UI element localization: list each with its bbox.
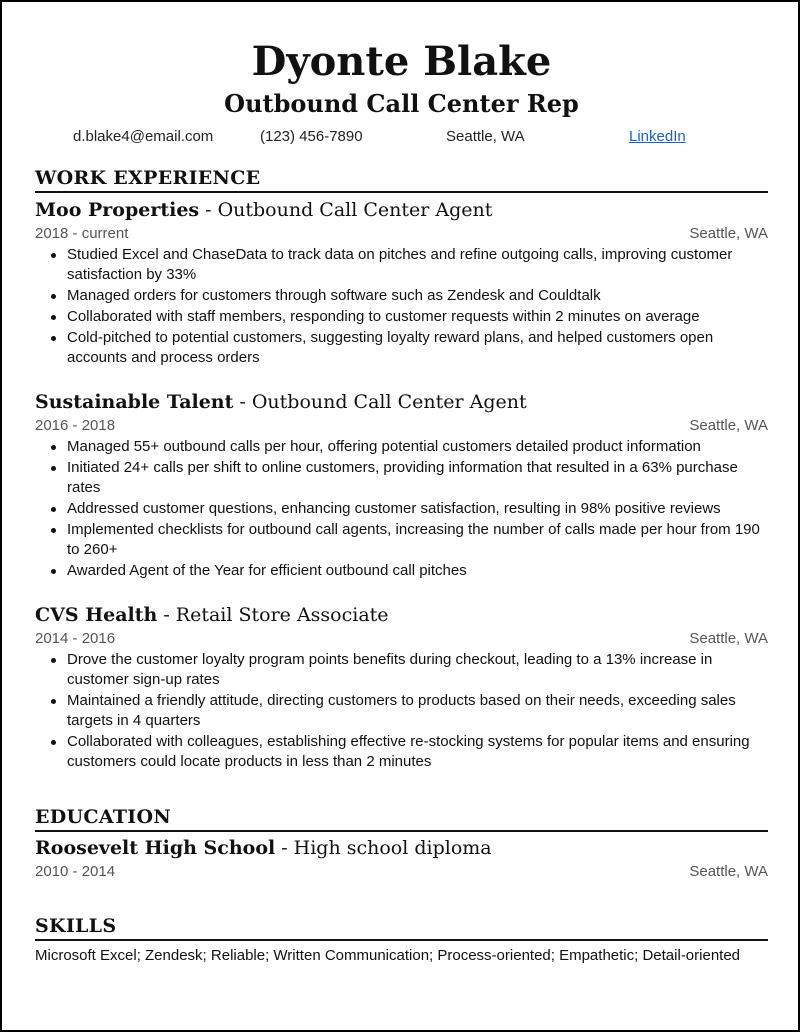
job-bullet: Implemented checklists for outbound call agents, increasing the number of calls made per hour from 190 to 260+	[35, 520, 768, 560]
job-location: Seattle, WA	[689, 630, 768, 647]
education-entry	[35, 835, 768, 883]
job-company: CVS Health	[35, 604, 158, 626]
job-separator: -	[239, 391, 246, 413]
education-degree: High school diploma	[293, 837, 492, 859]
job-bullet: Collaborated with staff members, responding to customer requests within 2 minutes on average	[35, 307, 768, 327]
education-heading: EDUCATION	[35, 805, 768, 832]
job-role: Retail Store Associate	[175, 604, 389, 626]
job-bullet: Collaborated with colleagues, establishing effective re-stocking systems for popular items and ensuring customers could locate products in less than 2 minutes	[35, 732, 768, 772]
job-bullet: Initiated 24+ calls per shift to online customers, providing information that resulted in a 63% purchase rates	[35, 458, 768, 498]
job-dates: 2016 - 2018	[35, 417, 116, 434]
job-bullet: Maintained a friendly attitude, directing customers to products based on their needs, exceeding sales targets in 4 quarters	[35, 691, 768, 731]
job-entry	[35, 197, 768, 369]
job-location: Seattle, WA	[689, 417, 768, 434]
contact-row	[35, 126, 768, 148]
job-bullets	[35, 245, 768, 368]
job-role: Outbound Call Center Agent	[217, 199, 493, 221]
education-header	[35, 835, 768, 861]
job-dates: 2018 - current	[35, 225, 129, 242]
job-header	[35, 197, 768, 223]
job-entry	[35, 602, 768, 773]
job-company: Sustainable Talent	[35, 391, 234, 413]
job-bullet: Studied Excel and ChaseData to track data on pitches and refine outgoing calls, improving customer satisfaction by 33%	[35, 245, 768, 285]
job-separator: -	[163, 604, 170, 626]
contact-phone: (123) 456-7890	[260, 128, 363, 145]
job-bullets	[35, 437, 768, 581]
education-separator: -	[281, 837, 288, 859]
education-dates: 2010 - 2014	[35, 863, 116, 880]
education-meta	[35, 861, 768, 883]
job-meta	[35, 628, 768, 650]
job-meta	[35, 223, 768, 245]
education-location: Seattle, WA	[689, 863, 768, 880]
candidate-title: Outbound Call Center Rep	[224, 89, 579, 118]
job-role: Outbound Call Center Agent	[251, 391, 527, 413]
job-dates: 2014 - 2016	[35, 630, 116, 647]
education-school: Roosevelt High School	[35, 837, 276, 859]
job-location: Seattle, WA	[689, 225, 768, 242]
job-header	[35, 602, 768, 628]
job-bullet: Cold-pitched to potential customers, suggesting loyalty reward plans, and helped customers open accounts and process orders	[35, 328, 768, 368]
job-header	[35, 389, 768, 415]
job-bullet: Drove the customer loyalty program points benefits during checkout, leading to a 13% increase in customer sign-up rates	[35, 650, 768, 690]
contact-location: Seattle, WA	[446, 128, 525, 145]
candidate-name: Dyonte Blake	[251, 38, 552, 85]
skills-list: Microsoft Excel; Zendesk; Reliable; Written Communication; Process-oriented; Empathetic; Detail-oriented	[35, 947, 741, 964]
job-bullet: Addressed customer questions, enhancing customer satisfaction, resulting in 98% positive reviews	[35, 499, 768, 519]
job-company: Moo Properties	[35, 199, 200, 221]
job-entry	[35, 389, 768, 582]
job-meta	[35, 415, 768, 437]
work-experience-heading: WORK EXPERIENCE	[35, 166, 768, 193]
job-separator: -	[205, 199, 212, 221]
skills-heading: SKILLS	[35, 914, 768, 941]
job-bullet: Managed 55+ outbound calls per hour, offering potential customers detailed product information	[35, 437, 768, 457]
job-bullets	[35, 650, 768, 772]
contact-email[interactable]: d.blake4@email.com	[73, 128, 214, 145]
linkedin-link[interactable]: LinkedIn	[629, 128, 686, 145]
job-bullet: Awarded Agent of the Year for efficient outbound call pitches	[35, 561, 768, 581]
job-bullet: Managed orders for customers through software such as Zendesk and Couldtalk	[35, 286, 768, 306]
